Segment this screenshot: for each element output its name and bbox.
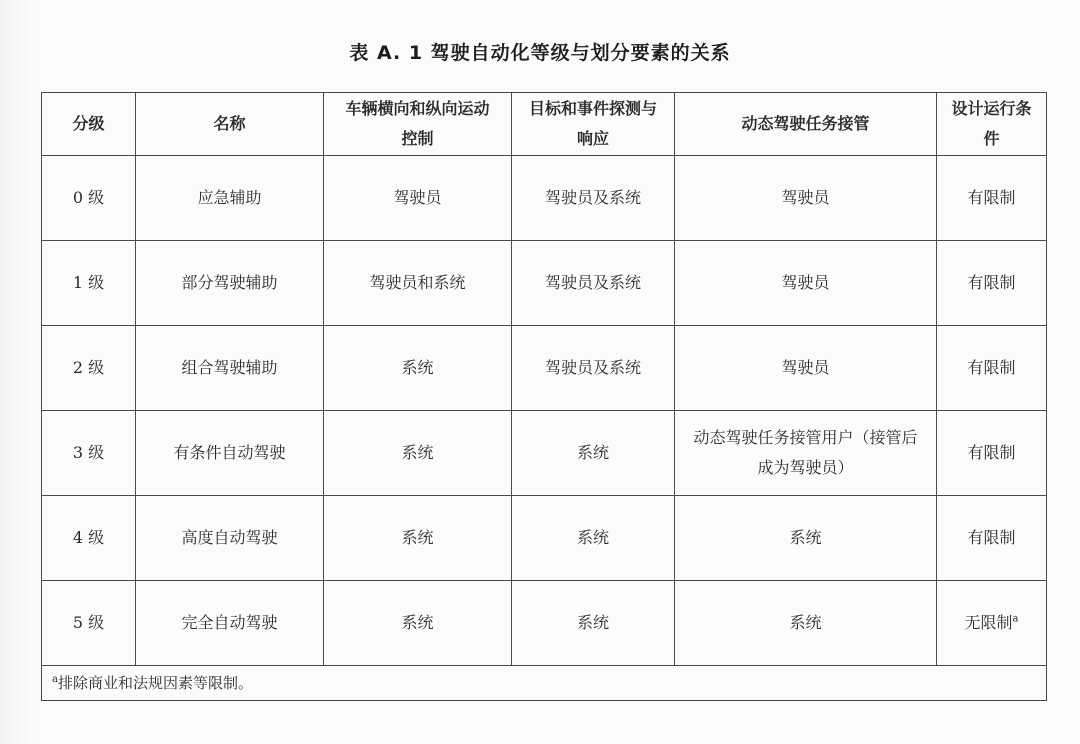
table-footnote-row — [42, 666, 1047, 701]
cell-level: 0 级 — [42, 156, 136, 241]
table-row — [42, 411, 1047, 496]
table-row — [42, 156, 1047, 241]
cell-motion-control: 系统 — [324, 326, 512, 411]
footnote-text: 排除商业和法规因素等限制。 — [57, 674, 253, 692]
cell-detection-response: 驾驶员及系统 — [512, 156, 675, 241]
cell-operating-conditions: 有限制 — [937, 496, 1047, 581]
cell-detection-response: 系统 — [512, 411, 675, 496]
cell-motion-control: 系统 — [324, 581, 512, 666]
cell-detection-response: 驾驶员及系统 — [512, 241, 675, 326]
cell-takeover: 系统 — [675, 581, 937, 666]
cell-name: 有条件自动驾驶 — [136, 411, 324, 496]
scan-edge-shadow — [0, 0, 36, 744]
table-row — [42, 581, 1047, 666]
cell-detection-response: 系统 — [512, 496, 675, 581]
cell-motion-control: 驾驶员 — [324, 156, 512, 241]
cell-operating-conditions: 有限制 — [937, 411, 1047, 496]
cell-takeover: 驾驶员 — [675, 241, 937, 326]
cell-name: 应急辅助 — [136, 156, 324, 241]
table-row — [42, 241, 1047, 326]
cell-motion-control: 系统 — [324, 496, 512, 581]
cell-level: 3 级 — [42, 411, 136, 496]
cell-level: 5 级 — [42, 581, 136, 666]
header-takeover: 动态驾驶任务接管 — [675, 93, 937, 156]
cell-name: 高度自动驾驶 — [136, 496, 324, 581]
cell-motion-control: 系统 — [324, 411, 512, 496]
cell-operating-conditions: 有限制 — [937, 241, 1047, 326]
header-level: 分级 — [42, 93, 136, 156]
footnote-reference-mark: a — [1012, 613, 1019, 625]
cell-detection-response: 驾驶员及系统 — [512, 326, 675, 411]
table-row — [42, 326, 1047, 411]
condition-text: 无限制 — [964, 613, 1013, 632]
cell-detection-response: 系统 — [512, 581, 675, 666]
cell-level: 1 级 — [42, 241, 136, 326]
header-detection-response: 目标和事件探测与响应 — [512, 93, 675, 156]
cell-level: 2 级 — [42, 326, 136, 411]
cell-operating-conditions: 有限制 — [937, 326, 1047, 411]
header-motion-control: 车辆横向和纵向运动控制 — [324, 93, 512, 156]
cell-name: 完全自动驾驶 — [136, 581, 324, 666]
cell-name: 部分驾驶辅助 — [136, 241, 324, 326]
cell-takeover: 动态驾驶任务接管用户（接管后成为驾驶员） — [675, 411, 937, 496]
cell-motion-control: 驾驶员和系统 — [324, 241, 512, 326]
cell-operating-conditions: 有限制 — [937, 156, 1047, 241]
cell-name: 组合驾驶辅助 — [136, 326, 324, 411]
cell-takeover: 驾驶员 — [675, 326, 937, 411]
header-name: 名称 — [136, 93, 324, 156]
cell-takeover: 系统 — [675, 496, 937, 581]
footnote-mark: a — [52, 674, 58, 685]
cell-level: 4 级 — [42, 496, 136, 581]
header-operating-conditions: 设计运行条件 — [937, 93, 1047, 156]
cell-takeover: 驾驶员 — [675, 156, 937, 241]
table-footnote — [42, 666, 1047, 701]
table-header-row — [42, 93, 1047, 156]
cell-operating-conditions — [937, 581, 1047, 666]
table-row — [42, 496, 1047, 581]
table-title: 表 A. 1 驾驶自动化等级与划分要素的关系 — [349, 42, 731, 64]
automation-levels-table — [41, 92, 1047, 701]
